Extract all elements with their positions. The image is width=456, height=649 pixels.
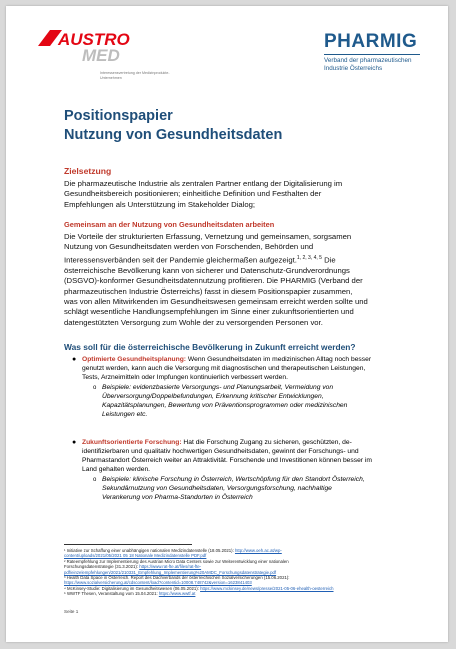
footnote-line: Forschungsdatenstrategie (31.3.2021): https://www.rat-fte.at/files/rat-fte-	[64, 564, 202, 570]
text-line: Überversorgung/Doppelbefundungen, Erkennung kritischer Entwicklungen,	[102, 392, 324, 400]
footnote-line: ¹ Initiative zur Schaffung einer unabhängigen nationalen Medizindatenstelle (18.05.2021): http://www.oeh.ac.at/wp-	[64, 548, 282, 553]
text-line: pharmazeutischen Industrie Österreichs) fasst in diesem Positionspapier zusammen,	[64, 286, 353, 296]
paragraph	[64, 232, 402, 328]
title-line-1: Positionspapier	[64, 108, 173, 124]
text-line: Beispiele: klinische Forschung in Österreich, Wertschöpfung für den Standort Österreich,	[102, 476, 365, 483]
text-line: Tests, Arzneimitteln oder Impfungen kontinuierlich verbessert werden.	[82, 373, 288, 381]
text-line: österreichische Bevölkerung kann von sicherer und Datenschutz-Grundverordnungs	[64, 265, 350, 275]
document-title	[64, 107, 282, 145]
bullet-first-line	[82, 356, 422, 365]
austro-wordmark: AUSTRO	[58, 30, 130, 49]
sub-bullet-beispiele-1	[93, 384, 412, 420]
bullet-label: Zukunftsorientierte Forschung:	[82, 439, 182, 446]
footnote-line: ⁴ McKinsey-Studie: Digitalisierung im Gesundheitswesen (06.05.2021): https://www.mckinsey.de/news/presse/2021-05-06-ehealth-oesterreich	[64, 585, 334, 591]
text-line: Sekundärnutzung von Gesundheitsdaten, Versorgungsforschung, nachhaltige	[102, 484, 332, 492]
text-line: Land gehalten werden.	[82, 465, 151, 473]
title-line-2: Nutzung von Gesundheitsdaten	[64, 127, 283, 143]
pharmig-subtitle-1: Verband der pharmazeutischen	[324, 57, 412, 64]
pharmig-wordmark: PHARMIG	[324, 31, 418, 52]
document-page	[6, 6, 448, 642]
text-line: datengestützten Versorgung zum Wohle der zu versorgenden Personen vor.	[64, 317, 323, 327]
text-line: identifizierbaren und qualitativ hochwertigen Gesundheitsdaten, gewinnt der Forschungs- und	[82, 447, 359, 455]
footnote-line: ² Rateempfehlung zur Implementierung des Austrian Micro Data Centers sowie zur Weiterentwicklung einer nationalen	[64, 558, 289, 564]
footnote-refs: 1, 2, 3, 4, 5	[296, 254, 322, 261]
footnote-link[interactable]: https://www.mckinsey.de/news/presse/2021-05-06-ehealth-oesterreich	[200, 585, 334, 591]
footnote-line: ³ Health Data Space in Österreich. Report des Dachverbands der österreichischen Sozialversicherungen (15.06.2021):	[64, 575, 290, 581]
bullet-gesundheitsplanung	[72, 356, 422, 383]
pharmig-divider	[324, 54, 420, 55]
text-line: genutzt werden, kann auch die Versorgung mit diagnostischen und therapeutischen Leistungen,	[82, 364, 366, 372]
text-line: Kapazitätsplanungen, Bewertung von Präventionsprogrammen oder medizinischen	[102, 401, 348, 409]
bullet-icon: ●	[72, 356, 77, 363]
sub-bullet-icon: o	[93, 477, 97, 483]
austromed-logo	[36, 28, 170, 86]
footnote-link[interactable]: https://www.rat-fte.at/files/rat-fte-	[139, 564, 202, 570]
text-line	[64, 253, 402, 266]
footnote-link[interactable]: http://www.oeh.ac.at/wp-	[234, 548, 282, 553]
footnote-link[interactable]: content/uploads/2021/05/2021 05 18 Nationale Medizindatenstelle PDF.pdf	[64, 553, 207, 559]
footnote-link[interactable]: https://www.sozialversicherung.at/cdscontent/load?contentid=10008.748742&version=1623841403	[64, 580, 252, 586]
footnotes	[64, 548, 409, 597]
sub-bullet-icon: o	[93, 385, 97, 391]
text-line: Pharmastandort Österreich weiter an Attraktivität. Forschende und Investitionen können besser im	[82, 456, 372, 464]
section-heading: Zielsetzung	[64, 166, 112, 176]
bullet-icon: ●	[72, 439, 77, 446]
section-gemeinsam	[64, 220, 402, 328]
text-line: was von allen Mitwirkenden im Gesundheitswesen gemeinsam erreicht werden sollte und	[64, 297, 368, 306]
footnote-link[interactable]: pdf/einzelempfehlungen/2021/210331_Empfehlung_Implementierung%20AMDC_Forschungsdatenstrategie.pdf	[64, 569, 277, 575]
text-line: Leistungen etc.	[102, 410, 148, 418]
text-line: Die Vorteile der strukturierten Erfassung, Vernetzung und gemeinsamen, sorgsamen	[64, 232, 352, 241]
text-line: Beispiele: evidenzbasierte Versorgungs- und Planungsarbeit, Vermeidung von	[102, 384, 334, 391]
footnote-divider	[64, 544, 192, 545]
bullet-first-line	[82, 439, 422, 448]
bullet-text: Wenn Gesundheitsdaten im medizinischen Alltag noch besser	[186, 356, 372, 363]
page-number: Seite 1	[64, 609, 79, 614]
footnote-line: ⁵ WWTF Thesen, Veranstaltung vom 15.04.2021: https://www.wwtf.at	[64, 591, 196, 597]
text-line: Empfehlungen als Unterstützung im Stakeholder Dialog;	[64, 199, 256, 209]
med-wordmark: MED	[82, 46, 120, 65]
bullet-label: Optimierte Gesundheitsplanung:	[82, 356, 187, 363]
sub-bullet-beispiele-2	[93, 476, 412, 503]
paragraph	[64, 179, 402, 210]
text-line: Die pharmazeutische Industrie als zentralen Partner entlang der Digitalisierung im	[64, 179, 343, 188]
pharmig-logo	[324, 32, 434, 82]
section-heading: Gemeinsam an der Nutzung von Gesundheitsdaten arbeiten	[64, 220, 275, 229]
bullet-forschung	[72, 439, 422, 475]
text-line-start: Interessensverbänden seit der Pandemie gleichermaßen aufgezeigt.	[64, 255, 297, 265]
text-line: Nutzung von Gesundheitsdaten werden von Forschenden, Behörden und	[64, 242, 314, 252]
text-line: Verankerung von Pharma-Standorten in Österreich	[102, 493, 253, 501]
footnote-link[interactable]: https://www.wwtf.at	[158, 591, 196, 597]
text-line: schlägt wesentliche Handlungsempfehlungen im Sinne einer zukunftsorientierten und	[64, 307, 354, 317]
text-line: (DSGVO)-konformer Gesundheitsdatennutzung profitieren. Die PHARMIG (Verband der	[64, 276, 363, 286]
section-heading: Was soll für die österreichische Bevölkerung in Zukunft erreicht werden?	[64, 342, 356, 352]
text-line: Gesundheitsbereich positionieren; einheitliche Definition und Festhalten der	[64, 189, 322, 199]
text-line-end: Die	[321, 255, 336, 265]
austromed-tagline: Interessensvertretung der Medizinprodukte-Unternehmen	[100, 71, 170, 80]
section-zukunft	[64, 342, 402, 352]
pharmig-subtitle-2: Industrie Österreichs	[324, 64, 383, 72]
bullet-text: Hat die Forschung Zugang zu sicheren, geschützten, de-	[181, 439, 352, 446]
section-zielsetzung	[64, 166, 402, 210]
